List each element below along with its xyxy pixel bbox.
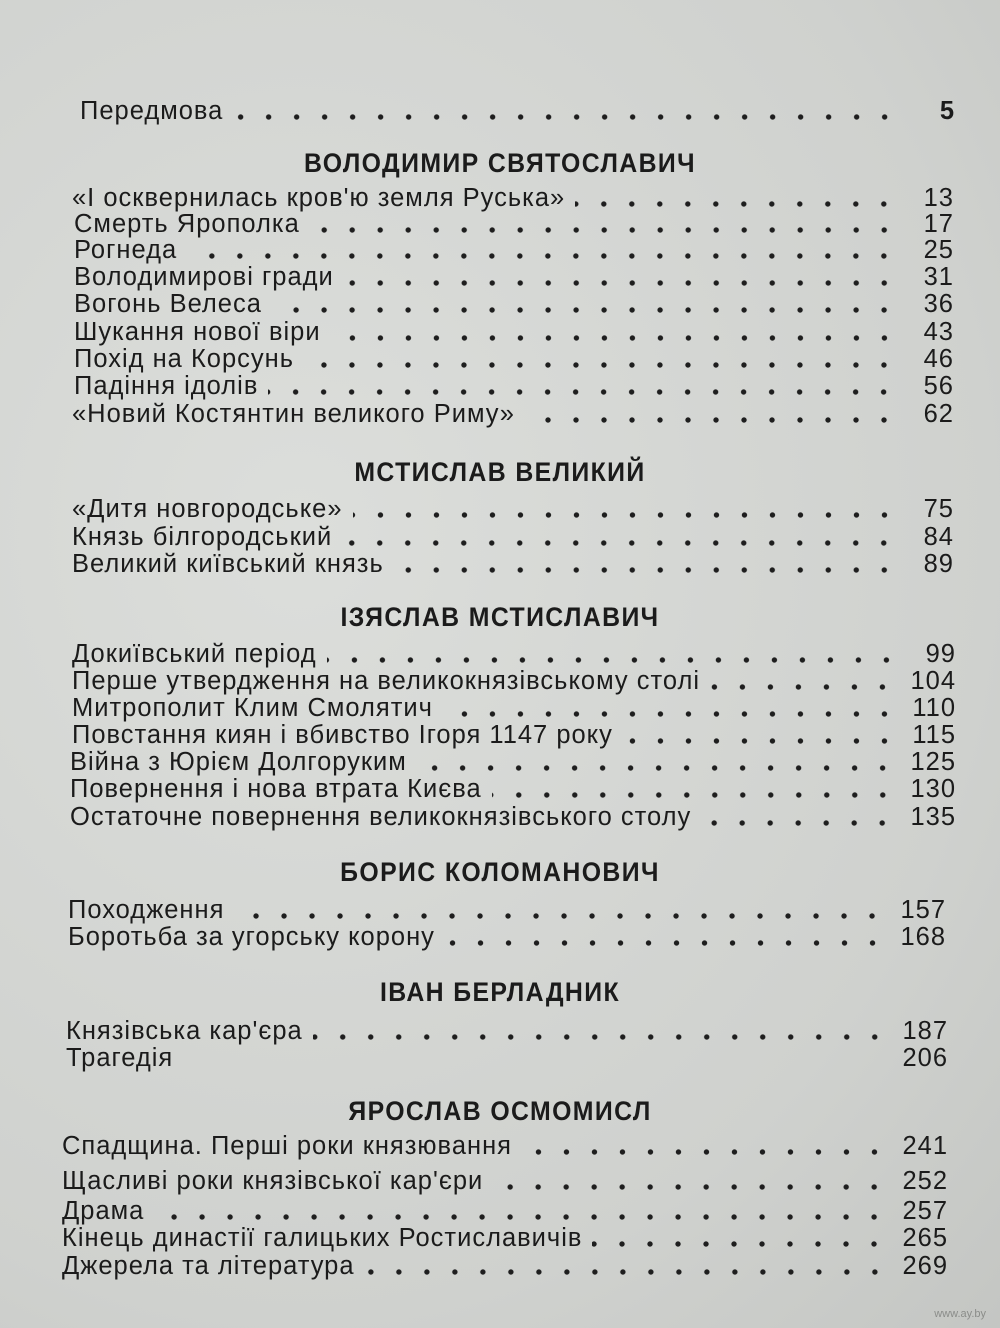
toc-entry-page: 130 bbox=[910, 775, 956, 803]
toc-entry-page: 36 bbox=[923, 290, 954, 318]
dot-leader bbox=[445, 939, 887, 947]
toc-entry bbox=[70, 799, 956, 831]
toc-entry-page: 110 bbox=[912, 694, 956, 722]
toc-entry bbox=[62, 1163, 948, 1195]
toc-entry-page: 62 bbox=[923, 400, 954, 428]
toc-entry-label: Митрополит Клим Смолятич bbox=[72, 694, 433, 722]
toc-entry-page: 115 bbox=[912, 721, 956, 749]
toc-entry-page: 104 bbox=[910, 667, 956, 695]
toc-entry-label: Щасливі роки князівської кар'єри bbox=[62, 1167, 484, 1195]
toc-entry bbox=[66, 1040, 948, 1072]
dot-leader bbox=[493, 1183, 888, 1191]
toc-entry-label: Падіння ідолів bbox=[74, 372, 259, 400]
toc-entry-page: 25 bbox=[923, 236, 954, 264]
toc-entry-page: 168 bbox=[900, 923, 946, 951]
toc-entry-label: Перше утвердження на великокнязівському столі bbox=[72, 667, 701, 695]
toc-entry-label: Походження bbox=[68, 896, 225, 924]
toc-entry-label: Вогонь Велеса bbox=[74, 290, 262, 318]
toc-entry-label: Війна з Юрієм Долгоруким bbox=[70, 748, 407, 776]
watermark: www.ay.by bbox=[934, 1308, 986, 1320]
toc-entry-label: Передмова bbox=[80, 97, 224, 125]
toc-entry-label: Повернення і нова втрата Києва bbox=[70, 775, 482, 803]
toc-entry-page: 75 bbox=[923, 495, 954, 523]
dot-leader bbox=[394, 566, 898, 574]
dot-leader bbox=[701, 819, 896, 827]
toc-entry-page: 187 bbox=[902, 1017, 948, 1045]
toc-entry-label: Боротьба за угорську корону bbox=[68, 923, 435, 951]
toc-entry-page: 125 bbox=[910, 748, 956, 776]
toc-entry-page: 265 bbox=[902, 1224, 948, 1252]
toc-entry-label: Шукання нової віри bbox=[74, 318, 321, 346]
toc-entry-page: 252 bbox=[902, 1167, 948, 1195]
section-heading-mstyslav: МСТИСЛАВ ВЕЛИКИЙ bbox=[354, 457, 646, 487]
toc-entry-page: 135 bbox=[910, 803, 956, 831]
toc-entry-label: Остаточне повернення великокнязівського столу bbox=[70, 803, 692, 831]
toc-entry-page: 99 bbox=[925, 640, 956, 668]
toc-entry bbox=[72, 396, 954, 428]
toc-entry-label: «Дитя новгородське» bbox=[72, 495, 343, 523]
section-heading-borys: БОРИС КОЛОМАНОВИЧ bbox=[340, 857, 660, 887]
dot-leader bbox=[492, 791, 897, 799]
toc-entry-label: Драма bbox=[62, 1197, 145, 1225]
toc-entry-label: Джерела та література bbox=[62, 1252, 355, 1280]
toc-entry-page: 269 bbox=[902, 1252, 948, 1280]
toc-entry-label: Рогнеда bbox=[74, 236, 178, 264]
toc-entry-page: 46 bbox=[923, 345, 954, 373]
section-heading-iziaslav: ІЗЯСЛАВ МСТИСЛАВИЧ bbox=[340, 602, 660, 632]
toc-entry-page: 84 bbox=[923, 523, 954, 551]
toc-entry-preface bbox=[80, 93, 955, 125]
dot-leader bbox=[268, 388, 898, 396]
dot-leader bbox=[365, 1268, 889, 1276]
toc-entry-page: 43 bbox=[923, 318, 954, 346]
toc-entry-label: Князівська кар'єра bbox=[66, 1017, 303, 1045]
toc-entry bbox=[62, 1248, 948, 1280]
toc-entry-label: «Новий Костянтин великого Риму» bbox=[72, 400, 515, 428]
toc-entry-page: 206 bbox=[902, 1044, 948, 1072]
toc-entry-page: 257 bbox=[902, 1197, 948, 1225]
toc-entry bbox=[72, 546, 954, 578]
dot-leader bbox=[353, 511, 898, 519]
section-heading-yaroslav: ЯРОСЛАВ ОСМОМИСЛ bbox=[348, 1096, 652, 1126]
toc-entry-label: Смерть Ярополка bbox=[74, 210, 300, 238]
dot-leader bbox=[592, 1240, 888, 1248]
toc-entry-page: 157 bbox=[900, 896, 946, 924]
section-heading-volodymyr: ВОЛОДИМИР СВЯТОСЛАВИЧ bbox=[304, 148, 696, 178]
toc-entry-label: Кінець династії галицьких Ростиславичів bbox=[62, 1224, 583, 1252]
toc-entry-label: Похід на Корсунь bbox=[74, 345, 295, 373]
toc-entry-label: Повстання киян і вбивство Ігоря 1147 року bbox=[72, 721, 613, 749]
toc-entry bbox=[68, 919, 946, 951]
dot-leader bbox=[522, 1148, 888, 1156]
dot-leader bbox=[272, 306, 898, 314]
toc-entry-label: Володимирові гради bbox=[74, 263, 334, 291]
toc-entry-label: Трагедія bbox=[66, 1044, 174, 1072]
toc-entry-page: 13 bbox=[923, 184, 954, 212]
toc-entry bbox=[62, 1128, 948, 1160]
toc-entry-page: 56 bbox=[923, 372, 954, 400]
toc-entry-label: Князь білгородський bbox=[72, 523, 333, 551]
toc-entry-page: 31 bbox=[923, 263, 954, 291]
dot-leader bbox=[233, 113, 899, 121]
toc-entry-page: 241 bbox=[902, 1132, 948, 1160]
toc-entry-page: 5 bbox=[939, 97, 955, 125]
toc-entry-label: Спадщина. Перші роки князювання bbox=[62, 1132, 512, 1160]
toc-entry-page: 89 bbox=[923, 550, 954, 578]
toc-entry-label: Докиївський період bbox=[72, 640, 317, 668]
section-heading-ivan: ІВАН БЕРЛАДНИК bbox=[379, 977, 621, 1007]
toc-entry-label: «І осквернилась кров'ю земля Руська» bbox=[72, 184, 566, 212]
toc-entry-label: Великий київський князь bbox=[72, 550, 384, 578]
dot-leader bbox=[525, 416, 898, 424]
toc-entry-page: 17 bbox=[923, 210, 954, 238]
